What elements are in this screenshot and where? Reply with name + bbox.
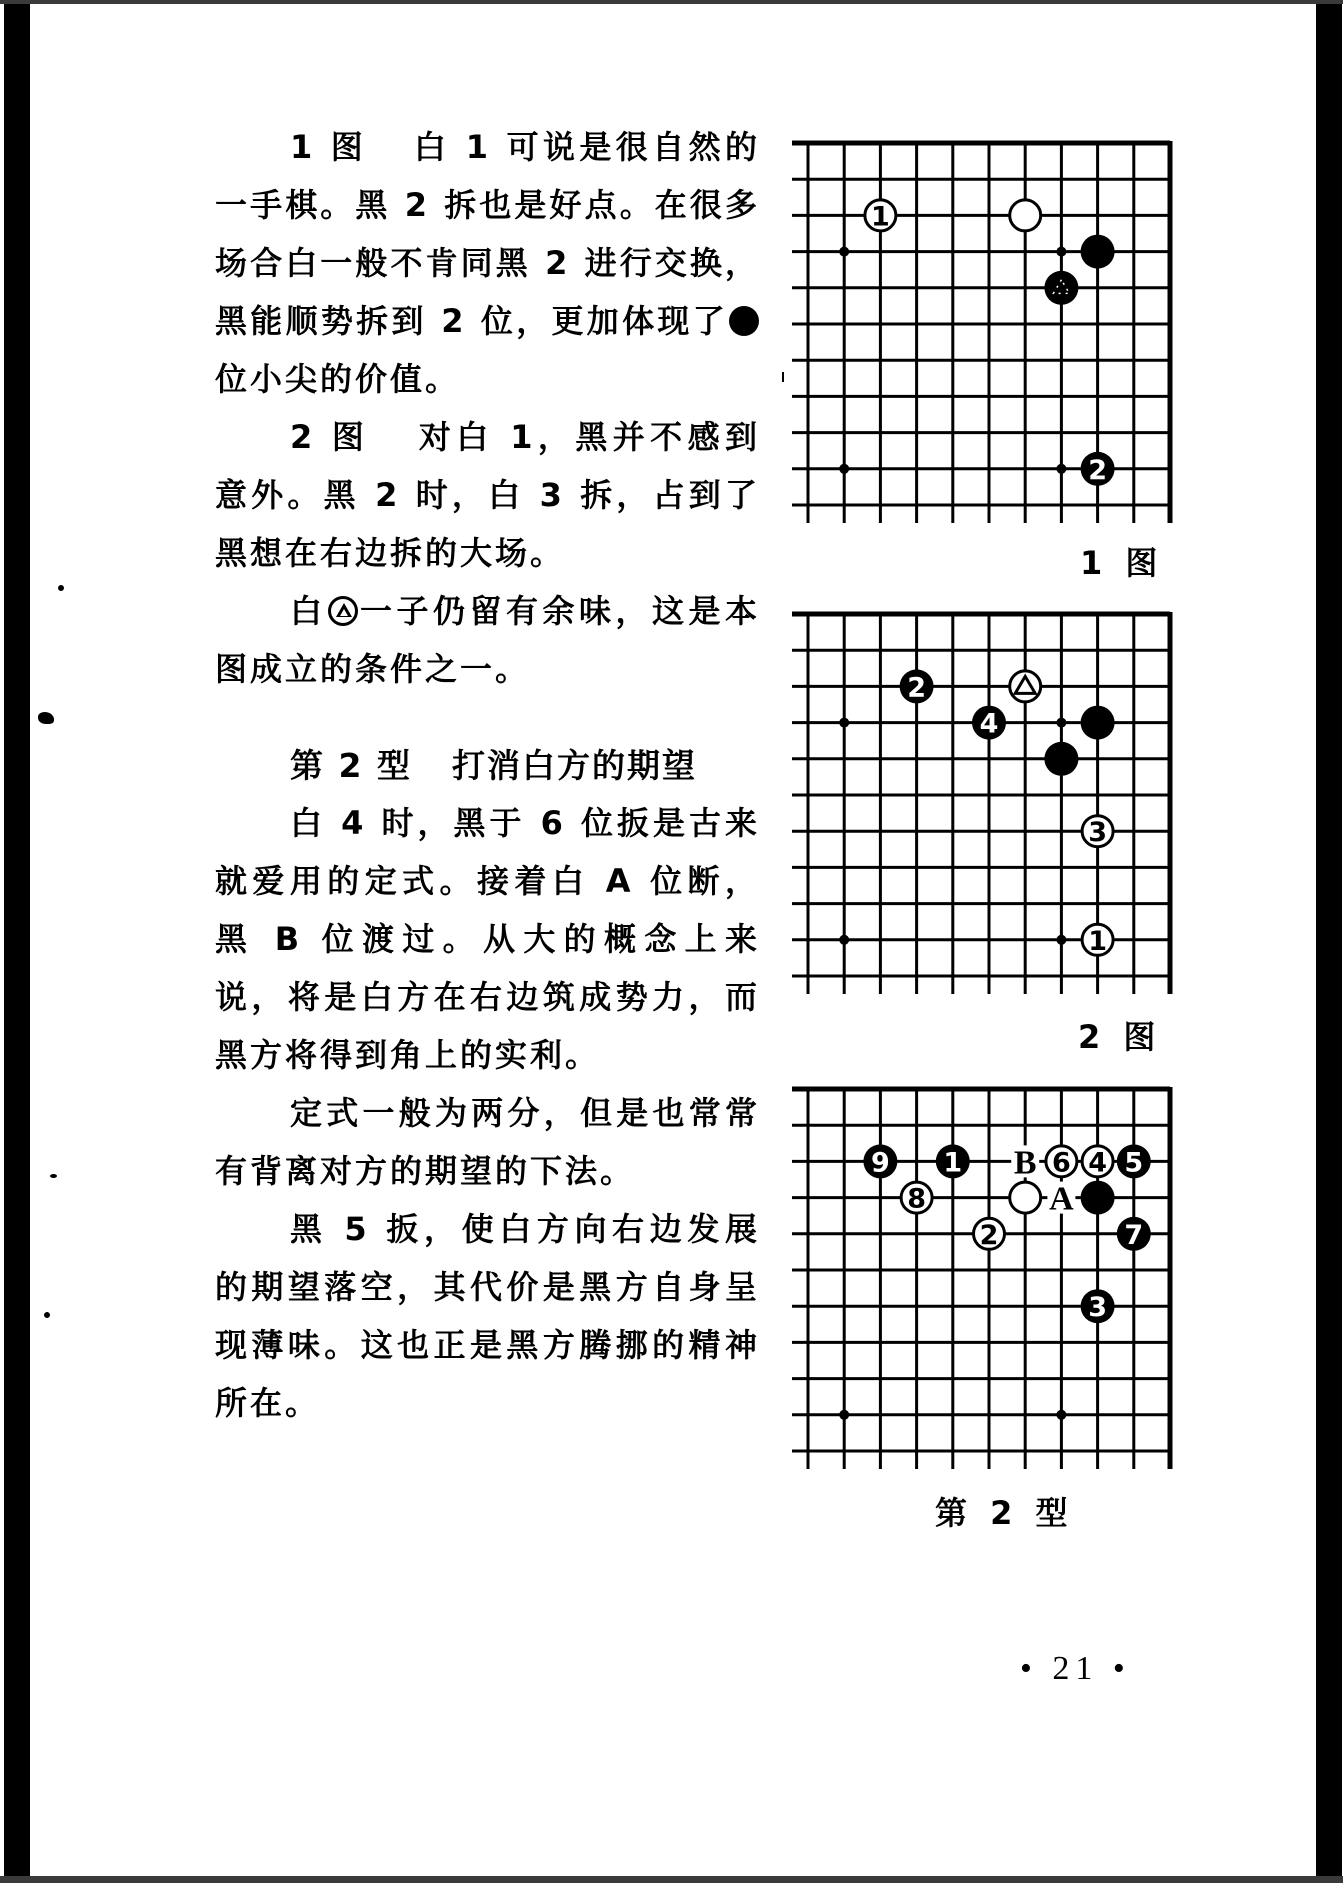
star-point [839, 464, 849, 474]
black-stone-icon [863, 1144, 897, 1178]
svg-text:1: 1 [871, 201, 890, 233]
white-stone-icon [901, 1182, 932, 1215]
white-stone-icon [1010, 1182, 1041, 1213]
text-block-fig1 [215, 118, 760, 698]
star-point [839, 1410, 849, 1420]
star-point [839, 247, 849, 257]
paragraph-text: 一子仍留有余味，这是本图成立的条件之一。 [215, 592, 760, 688]
black-stone-icon [900, 669, 934, 703]
white-stone-icon [974, 1218, 1005, 1251]
go-diagram-type2 [792, 1089, 1174, 1469]
star-point [839, 935, 849, 945]
scan-speck [50, 1174, 57, 1178]
figure-ref-label: 2 图 [290, 418, 370, 456]
page-number: • 21 • [1020, 1650, 1131, 1687]
black-stone-icon [1044, 271, 1078, 305]
black-stone-icon [1044, 742, 1078, 776]
white-stone-icon [1010, 671, 1041, 702]
section-title: 打消白方的期望 [451, 746, 697, 785]
diagram-caption: 1 图 [1080, 544, 1164, 582]
black-stone-icon [1081, 452, 1115, 486]
black-stone-icon [1117, 1217, 1151, 1251]
text-block-type2 [215, 794, 760, 1432]
point-letter-label: B [1013, 1144, 1037, 1182]
scan-speck [38, 712, 54, 724]
paragraph-text: 位小尖的价值。 [215, 360, 461, 398]
white-stone-icon [1010, 200, 1041, 231]
black-stone-icon [729, 306, 759, 336]
paragraph-text: 白 1 可说是很自然的一手棋。黑 2 拆也是好点。在很多场合白一般不肯同黑 2 进行交换，黑能顺势拆到 2 位，更加体现了 [215, 128, 760, 340]
white-stone-icon [865, 200, 896, 233]
black-stone-icon [1081, 706, 1115, 740]
paragraph-fig2-note [215, 582, 760, 698]
diagram-caption: 2 图 [1078, 1018, 1162, 1056]
svg-text:2: 2 [979, 1219, 999, 1251]
paragraph-type2-1: 白 4 时，黑于 6 位扳是古来就爱用的定式。接着白 A 位断，黑 B 位渡过。从大的概念上来说，将是白方在右边筑成势力，而黑方将得到角上的实利。 [215, 804, 760, 1074]
black-stone-icon [936, 1144, 970, 1178]
figure-ref-label: 1 图 [290, 128, 368, 166]
paragraph-type2-2: 定式一般为两分，但是也常常有背离对方的期望的下法。 [215, 1094, 760, 1190]
svg-text:1: 1 [943, 1147, 963, 1179]
svg-text:6: 6 [1052, 1147, 1071, 1179]
diagram-caption: 第 2 型 [935, 1494, 1074, 1532]
section-heading [290, 740, 697, 787]
go-diagram-fig1 [792, 143, 1174, 523]
black-stone-icon [1117, 1144, 1151, 1178]
star-point [1056, 718, 1066, 728]
star-point [1056, 464, 1066, 474]
black-stone-icon [1081, 1181, 1115, 1215]
point-letter-label: A [1049, 1180, 1074, 1218]
scan-speck [58, 585, 64, 591]
svg-text:3: 3 [1088, 1292, 1107, 1324]
star-point [1056, 247, 1066, 257]
white-stone-icon [1082, 924, 1113, 957]
svg-text:8: 8 [907, 1183, 926, 1215]
white-stone-icon [1082, 1146, 1113, 1179]
scan-right-border [1316, 4, 1342, 1876]
scan-left-border [4, 4, 30, 1876]
scan-bottom-edge [0, 1876, 1343, 1883]
star-point [1056, 1410, 1066, 1420]
section-number: 第 2 型 [290, 746, 412, 785]
white-stone-icon [1046, 1146, 1077, 1179]
go-diagram-fig2 [792, 614, 1174, 994]
paragraph-type2-3: 黑 5 扳，使白方向右边发展的期望落空，其代价是黑方自身呈现薄味。这也正是黑方腾挪的精神所在。 [215, 1210, 760, 1422]
star-point [839, 718, 849, 728]
svg-text:7: 7 [1124, 1219, 1144, 1251]
svg-text:2: 2 [907, 672, 926, 704]
svg-text:9: 9 [871, 1147, 890, 1179]
paragraph-fig2 [215, 408, 760, 582]
white-triangle-stone-icon [328, 596, 358, 626]
white-stone-icon [1082, 816, 1113, 849]
black-stone-icon [1081, 235, 1115, 269]
svg-text:4: 4 [1088, 1147, 1107, 1179]
black-stone-icon [1081, 1289, 1115, 1323]
svg-text:5: 5 [1124, 1147, 1144, 1179]
paragraph-text: 对白 1，黑并不感到意外。黑 2 时，白 3 拆，占到了黑想在右边拆的大场。 [215, 418, 760, 572]
svg-text:3: 3 [1088, 817, 1107, 849]
star-point [1056, 935, 1066, 945]
paragraph-text: 白 [290, 592, 327, 630]
scan-speck [782, 372, 784, 382]
svg-text:2: 2 [1088, 454, 1107, 486]
paragraph-fig1 [215, 118, 760, 408]
black-stone-icon [972, 706, 1006, 740]
svg-text:4: 4 [979, 708, 999, 740]
svg-text:1: 1 [1088, 925, 1107, 957]
